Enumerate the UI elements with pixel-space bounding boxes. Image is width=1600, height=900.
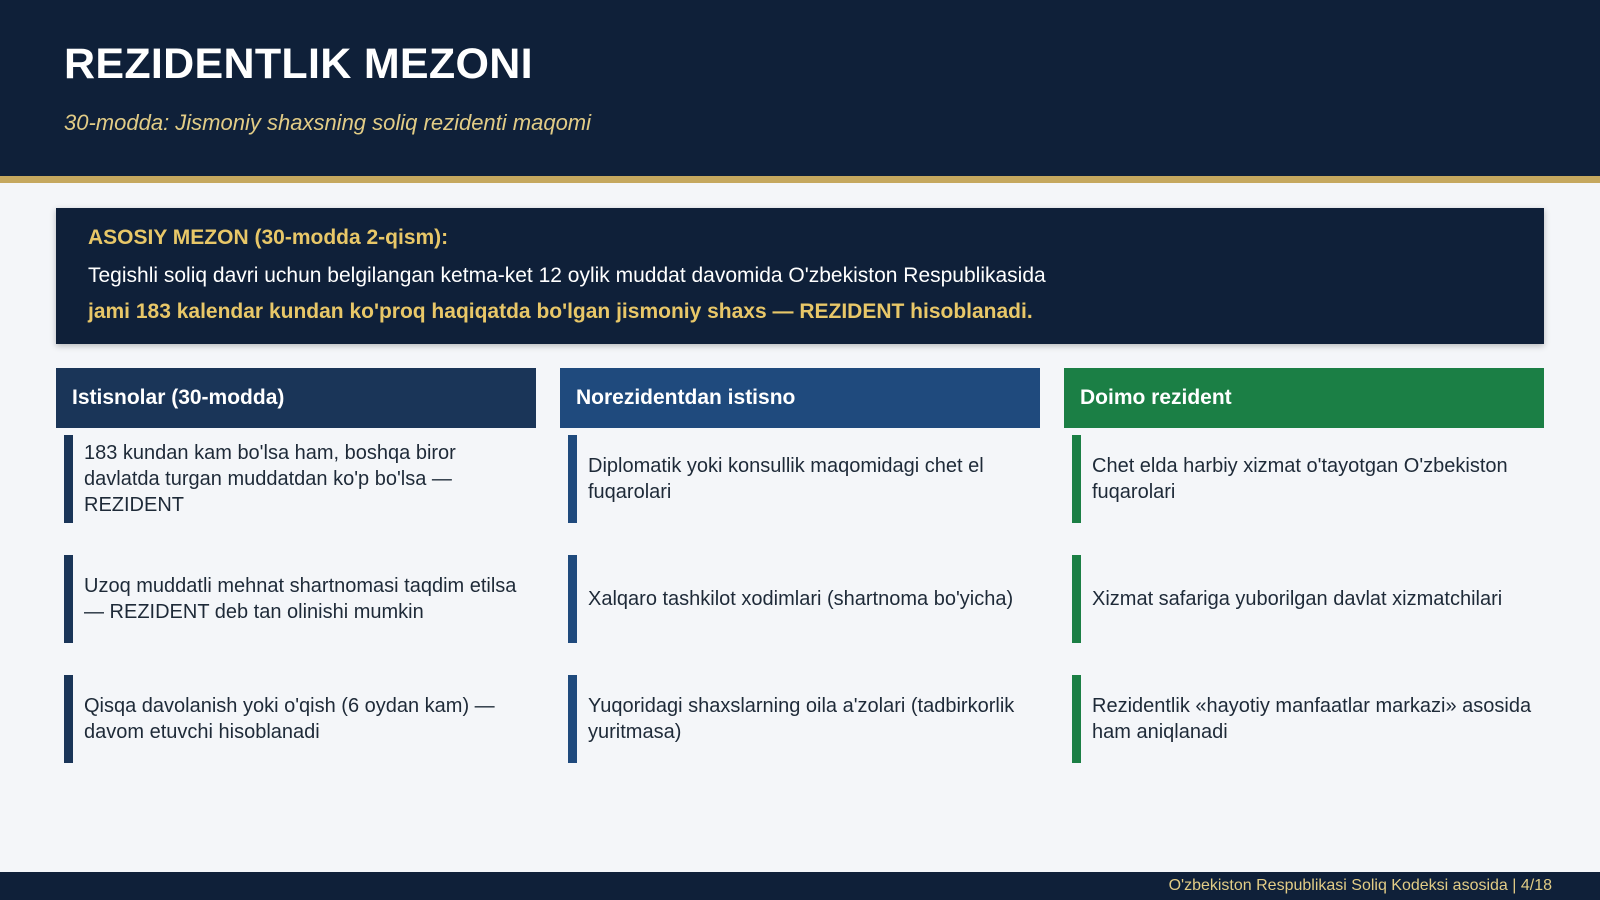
list-item	[568, 675, 1040, 763]
page-title: REZIDENTLIK MEZONI	[64, 40, 533, 88]
page-subtitle: 30-modda: Jismoniy shaxsning soliq rezidenti maqomi	[64, 110, 592, 135]
list-item-text: Xizmat safariga yuborilgan davlat xizmatchilari	[1092, 588, 1503, 610]
column-heading: Istisnolar (30-modda)	[56, 368, 536, 428]
header-divider	[0, 176, 1600, 183]
list-item	[568, 555, 1040, 643]
column-exceptions	[56, 368, 536, 743]
list-item	[64, 675, 536, 763]
column-heading: Doimo rezident	[1064, 368, 1544, 428]
column-nonresident-exception	[560, 368, 1040, 743]
key-criterion-box	[56, 208, 1544, 344]
list-item	[568, 435, 1040, 523]
list-item	[1072, 435, 1544, 523]
header	[0, 0, 1600, 176]
list-item-text: 183 kundan kam bo'lsa ham, boshqa biror davlatda turgan muddatdan ko'p bo'lsa — REZIDENT	[84, 442, 456, 516]
list-item-text: Chet elda harbiy xizmat o'tayotgan O'zbekiston fuqarolari	[1092, 455, 1508, 503]
key-criterion-text: Tegishli soliq davri uchun belgilangan ketma-ket 12 oylik muddat davomida O'zbekiston Respublikasida	[88, 264, 1046, 287]
column-heading: Norezidentdan istisno	[560, 368, 1040, 428]
key-criterion-highlight: jami 183 kalendar kundan ko'proq haqiqatda bo'lgan jismoniy shaxs — REZIDENT hisoblanadi.	[88, 300, 1033, 323]
list-item	[64, 435, 536, 523]
column-always-resident	[1064, 368, 1544, 743]
key-criterion-label: ASOSIY MEZON (30-modda 2-qism):	[88, 226, 449, 249]
list-item-text: Diplomatik yoki konsullik maqomidagi chet el fuqarolari	[588, 455, 984, 503]
footer	[0, 872, 1600, 900]
list-item-text: Uzoq muddatli mehnat shartnomasi taqdim etilsa — REZIDENT deb tan olinishi mumkin	[84, 575, 517, 623]
list-item-text: Xalqaro tashkilot xodimlari (shartnoma bo'yicha)	[588, 588, 1014, 610]
list-item	[64, 555, 536, 643]
list-item-text: Qisqa davolanish yoki o'qish (6 oydan kam) — davom etuvchi hisoblanadi	[84, 695, 495, 743]
list-item-text: Yuqoridagi shaxslarning oila a'zolari (tadbirkorlik yuritmasa)	[588, 695, 1015, 743]
footer-text: O'zbekiston Respublikasi Soliq Kodeksi asosida | 4/18	[1168, 877, 1552, 894]
list-item-text: Rezidentlik «hayotiy manfaatlar markazi» asosida ham aniqlanadi	[1092, 695, 1532, 743]
list-item	[1072, 555, 1544, 643]
list-item	[1072, 675, 1544, 763]
